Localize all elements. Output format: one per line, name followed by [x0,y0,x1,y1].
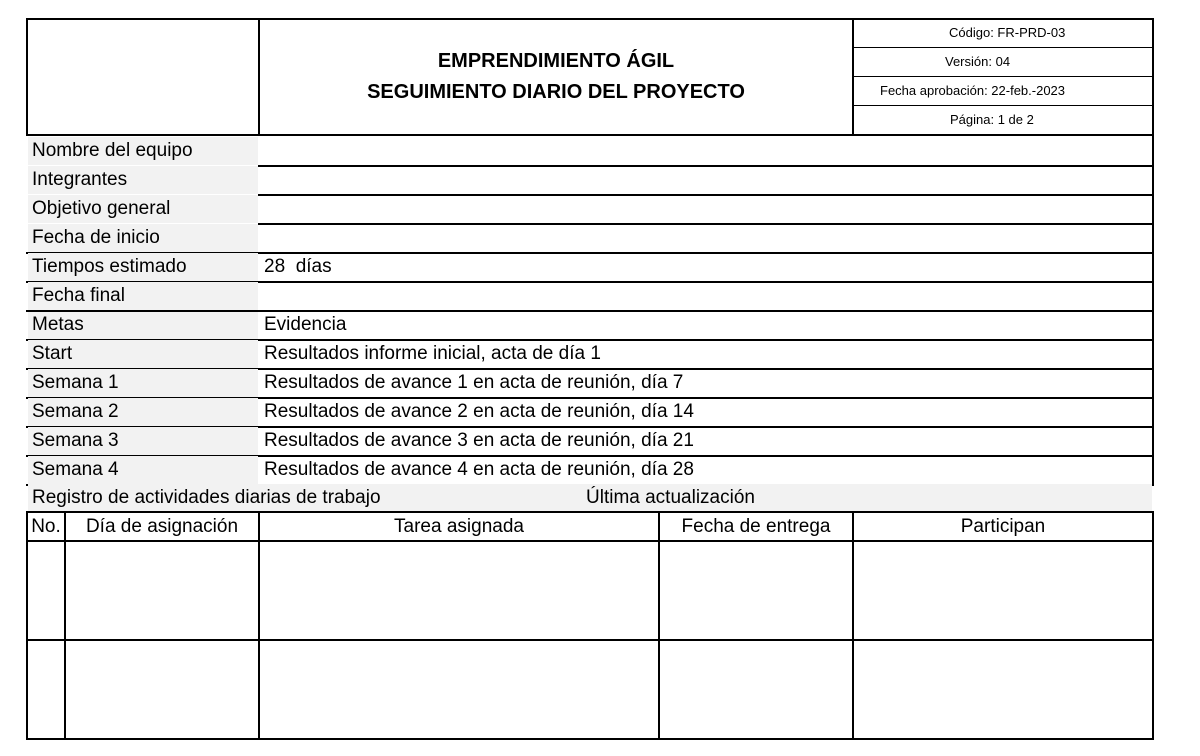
field-value[interactable]: 28 días [264,256,332,277]
field-label: Tiempos estimado [32,256,187,277]
field-value[interactable]: Resultados de avance 3 en acta de reunión, día 21 [264,430,694,451]
table-row[interactable] [28,641,1152,738]
meta-fecha-aprobacion: Fecha aprobación: 22-feb.-2023 [880,83,1066,98]
field-label: Metas [32,314,84,335]
header-divider-right [852,18,854,136]
header-divider-left [258,18,260,136]
column-header-dia-asignacion: Día de asignación [85,516,239,537]
column-header-participan: Participan [960,516,1046,537]
meta-version: Versión: 04 [945,54,1011,69]
field-value[interactable]: Resultados informe inicial, acta de día 1 [264,343,601,364]
ultima-actualizacion-label: Última actualización [586,487,755,508]
field-value[interactable]: Evidencia [264,314,347,335]
document-title: EMPRENDIMIENTO ÁGIL [437,50,675,72]
column-header-fecha-entrega: Fecha de entrega [681,516,831,537]
field-row-divider [258,165,1154,167]
meta-pagina: Página: 1 de 2 [950,112,1034,127]
field-value[interactable]: Resultados de avance 1 en acta de reunión, día 7 [264,372,684,393]
column-header-tarea: Tarea asignada [394,516,524,537]
field-label: Semana 1 [32,372,119,393]
logo-area [28,20,258,134]
meta-codigo: Código: FR-PRD-03 [949,25,1066,40]
field-label: Fecha final [32,285,125,306]
registro-label: Registro de actividades diarias de trabajo [32,487,381,508]
field-row-divider [26,310,1154,312]
table-row[interactable] [28,542,1152,639]
field-label: Integrantes [32,169,128,190]
field-label: Start [32,343,73,364]
document-subtitle: SEGUIMIENTO DIARIO DEL PROYECTO [367,81,745,103]
field-value[interactable]: Resultados de avance 4 en acta de reunión, día 28 [264,459,694,480]
field-value[interactable]: Resultados de avance 2 en acta de reunión, día 14 [264,401,694,422]
field-label: Fecha de inicio [32,227,160,248]
column-header-no: No. [31,516,61,537]
field-row-divider [258,223,1154,225]
field-row-divider [258,194,1154,196]
field-label: Semana 2 [32,401,119,422]
field-label: Semana 4 [32,459,119,480]
field-label: Semana 3 [32,430,119,451]
field-label: Nombre del equipo [32,140,193,161]
field-label: Objetivo general [32,198,171,219]
